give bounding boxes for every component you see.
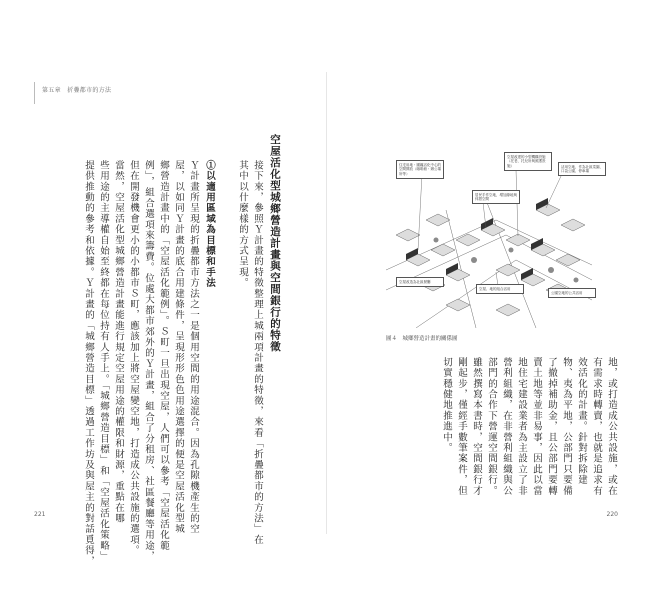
body-line: 當然，空屋活化型城鄉營造計畫能進行規定空屋用途的權限和財源，重點在哪 [113, 160, 124, 524]
figure-callout: 公園空地的公共活用 [548, 288, 596, 298]
figure-callout: 空屋改造為社區餐廳 [396, 277, 444, 287]
body-line: 鄉營造計畫中的「空屋活化範例」。Ｓ町一旦出現空屋，人們可以參考「空屋活化範 [158, 160, 169, 552]
body-line: 物、夷為平地，公部門只要備 [561, 357, 572, 497]
body-line: Ｙ計畫所呈現的折疊都市方法之一是個用空間的用途混合。因為孔隙機產生的空 [188, 160, 199, 535]
page-number-left: 221 [34, 511, 46, 518]
body-line: 了撤掉補助金，且公部門要轉 [546, 357, 557, 497]
body-line: 例」，組合選項來籌費。位處大都市郊外的Ｙ計畫，組合了分租房、社區餐廳等用途， [143, 160, 154, 562]
body-line: 些用途的主導權自始至終都在每位持有人手上。「城鄉營造目標」和「空屋活化策略」 [98, 160, 109, 562]
header-rule [34, 82, 35, 104]
body-line: 提供推動的參考和依據。Ｙ計畫的「城鄉營造目標」透過工作坊及與屋主的對話覓得， [83, 160, 94, 567]
subheading: ①以適用區域為目標和手法 [204, 160, 215, 289]
body-line: 雖然撰寫本書時，空間銀行才 [471, 357, 482, 497]
body-line: 但在開發機會更小的小都市Ｓ町，應該加上將空屋變空地，打造成公共設施的選項。 [128, 160, 139, 556]
body-line: 賣土地等並非易事，因此以當 [531, 357, 542, 497]
body-line: 屋，以如同Ｙ計畫的底合用建條件，呈現形形色色用途選擇的便是空屋活化型城 [173, 160, 184, 535]
body-line: 剛起步，僅經手數筆案件，但 [456, 357, 467, 497]
section-heading: 空屋活化型城鄉營造計畫與空間銀行的特徵 [269, 134, 281, 353]
body-line: 效活化的計畫。針對拆除建 [576, 357, 587, 486]
right-page [326, 72, 632, 534]
body-line: 部門的合作下營運空間銀行。 [486, 357, 497, 497]
running-head: 第五章 折疊都市的方法 [42, 87, 112, 94]
body-line: 營利組織，在非營利組織與公 [501, 357, 512, 497]
body-line: 有需求時轉賣，也就是追求有 [591, 357, 602, 497]
figure-caption: 圖４ 城鄉營造計畫的關係圖 [386, 336, 458, 342]
book-spread [20, 72, 632, 567]
figure-callout: 居民手作空地，增加綠地與休憩空間 [472, 190, 520, 204]
intro-line-2: 其中以什麼樣的方式呈現。 [237, 160, 248, 289]
figure-callout: 住宅用地・圍籬活化中心的空間開放（咖啡館・辦公場所等） [396, 160, 444, 179]
intro-line-1: 接下來，參照Ｙ計畫的特徵整理上城兩項計畫的特徵，來看「折疊都市的方法」在 [252, 160, 263, 546]
figure-callout: 空屋、地的組合活用 [476, 284, 524, 294]
body-line: 地住宅建設業者為主設立了非 [516, 357, 527, 497]
left-page [20, 72, 327, 567]
figure-callout: 活用空地，作為社區菜園、口袋公園、停車場 [558, 162, 606, 176]
body-line: 地，或打造成公共設施，或在 [606, 357, 617, 497]
body-line: 切實穩健地推進中。 [441, 357, 452, 454]
page-number-right: 220 [606, 511, 618, 518]
figure-callout: 空屋改建的小型機構設施（托老、托兒所與照護設施） [504, 152, 552, 171]
